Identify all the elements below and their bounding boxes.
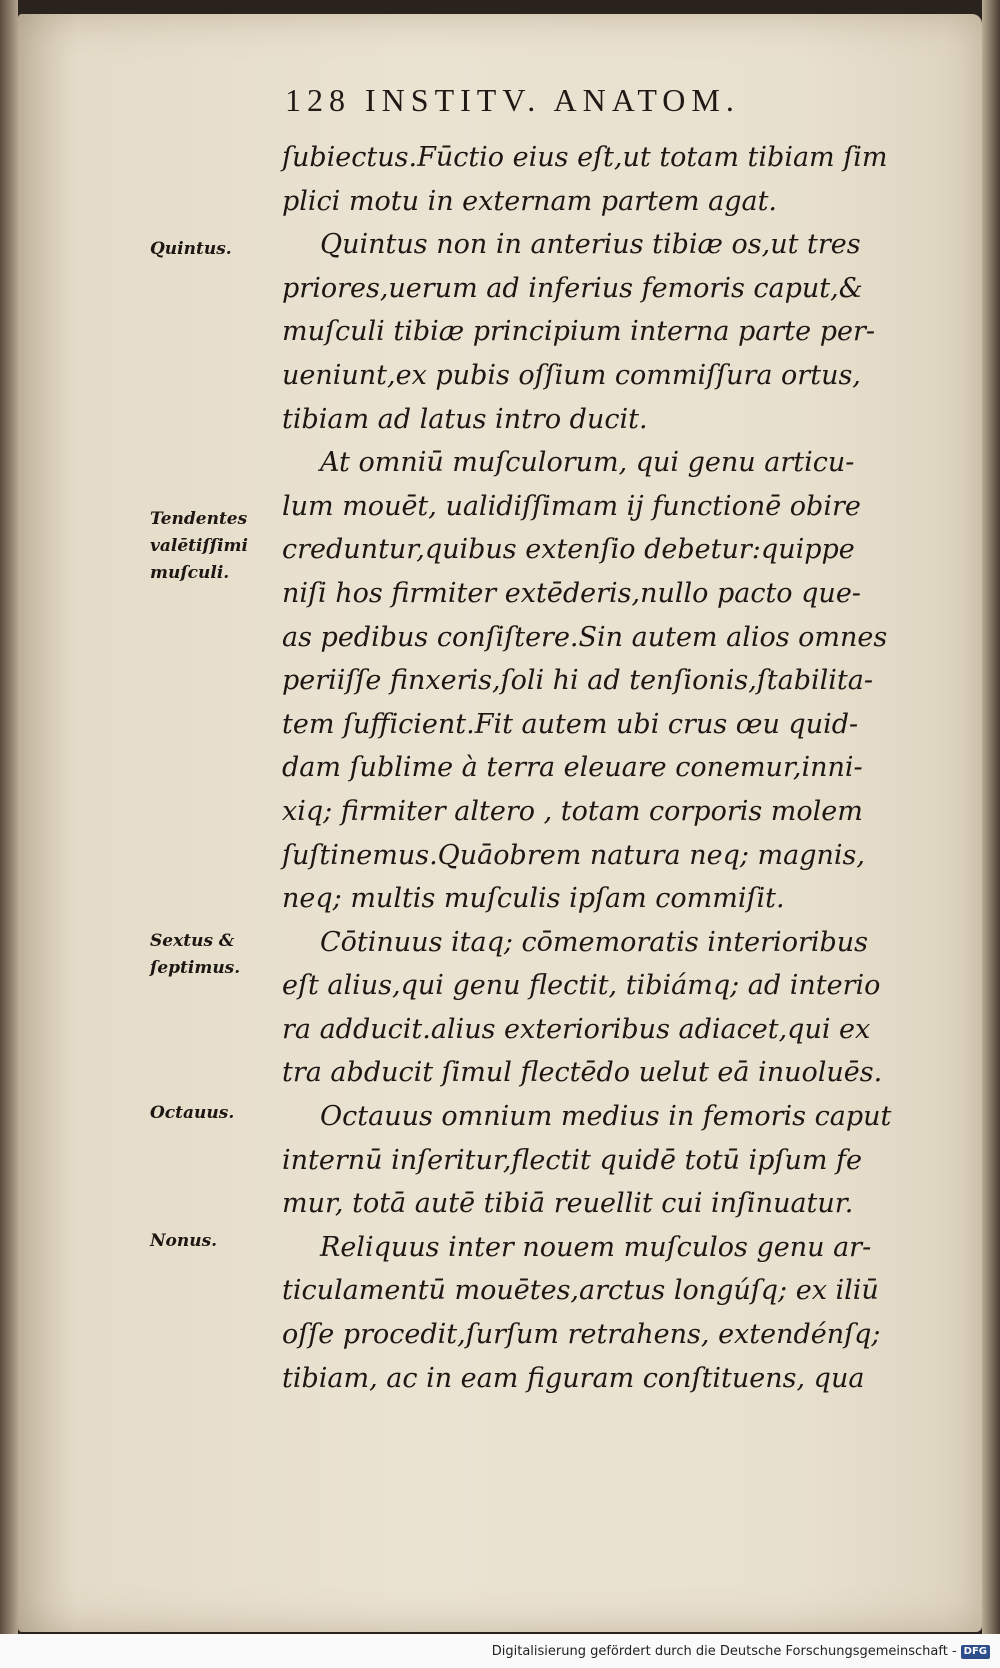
text-line: Reliquus inter nouem muſculos genu ar-	[320, 1231, 872, 1263]
margin-note-line: Tendentes	[150, 509, 248, 529]
text-line: internū inſeritur,flectit quidē totū ipſum fe	[282, 1144, 862, 1176]
text-line: ueniunt,ex pubis oſſium commiſſura ortus,	[282, 359, 861, 391]
text-line: periiſſe finxeris,ſoli hi ad tenſionis,ſtabilita-	[282, 665, 874, 697]
margin-note-octauus: Octauus.	[150, 1103, 235, 1123]
text-line: tibiam ad latus intro ducit.	[282, 403, 648, 435]
text-line: tibiam, ac in eam figuram conſtituens, qua	[282, 1362, 865, 1394]
text-line: plici motu in externam partem agat.	[282, 185, 778, 217]
running-header: 128 INSTITV. ANATOM.	[285, 82, 740, 118]
text-line: dam ſublime à terra eleuare conemur,inni-	[282, 752, 863, 784]
margin-note-sextus	[150, 928, 240, 982]
margin-note-line: Sextus &	[150, 931, 235, 951]
margin-note-quintus: Quintus.	[150, 239, 232, 259]
text-line: lum mouēt, ualidiſſimam ij functionē obire	[282, 490, 861, 522]
text-line: ra adducit.alius exterioribus adiacet,qui ex	[282, 1013, 871, 1045]
text-line: tem ſufficient.Fit autem ubi crus œu quid-	[282, 708, 859, 740]
footer-strip	[0, 1634, 1000, 1668]
text-line: eſt alius,qui genu flectit, tibiámq; ad interio	[282, 970, 881, 1002]
text-line: Octauus omnium medius in femoris caput	[320, 1101, 892, 1133]
text-line: ſubiectus.Fūctio eius eſt,ut totam tibiam ſim	[282, 142, 888, 173]
text-line: as pedibus conſiſtere.Sin autem alios omnes	[282, 621, 888, 653]
book-fore-edge	[982, 0, 1000, 1640]
text-line: tra abducit ſimul flectēdo uelut eā inuoluēs.	[282, 1057, 883, 1089]
text-line: muſculi tibiæ principium interna parte per-	[282, 316, 875, 348]
margin-note-line: valētiſſimi	[150, 536, 249, 556]
text-line: Cōtinuus itaq; cōmemoratis interioribus	[320, 926, 869, 958]
credit-text: Digitalisierung gefördert durch die Deutsche Forschungsgemeinschaft -	[491, 1644, 957, 1659]
body-text	[282, 136, 912, 1400]
footer-credit	[492, 1644, 990, 1659]
text-line: niſi hos firmiter extēderis,nullo pacto que-	[282, 577, 861, 609]
margin-note-tendentes	[150, 506, 248, 587]
text-line: xiq; firmiter altero , totam corporis molem	[282, 795, 863, 827]
text-line: ticulamentū mouētes,arctus longúſq; ex iliū	[282, 1275, 879, 1307]
text-line: priores,uerum ad inferius femoris caput,&	[282, 272, 863, 304]
text-line: neq; multis muſculis ipſam commiſit.	[282, 883, 785, 915]
text-line: oſſe procedit,ſurſum retrahens, extendénſq;	[282, 1319, 881, 1351]
text-line: mur, totā autē tibiā reuellit cui inſinuatur.	[282, 1188, 854, 1220]
book-spine-edge	[0, 0, 18, 1640]
text-line: ſuſtinemus.Quāobrem natura neq; magnis,	[282, 839, 865, 871]
text-line: creduntur,quibus extenſio debetur:quippe	[282, 534, 855, 566]
dfg-logo-icon: DFG	[961, 1645, 990, 1659]
text-line: At omniū muſculorum, qui genu articu-	[320, 447, 855, 479]
margin-note-line: ſeptimus.	[150, 958, 241, 978]
margin-note-nonus: Nonus.	[150, 1231, 218, 1251]
text-line: Quintus non in anterius tibiæ os,ut tres	[320, 229, 861, 261]
margin-note-line: muſculi.	[150, 563, 230, 583]
